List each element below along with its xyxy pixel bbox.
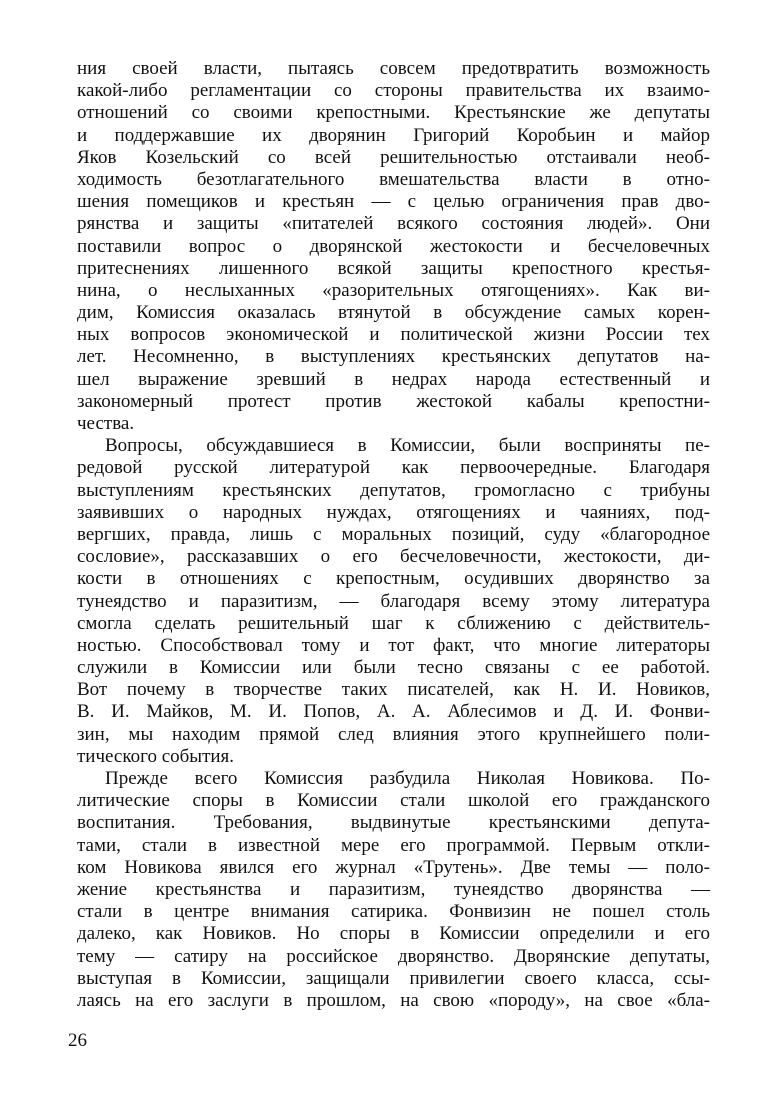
body-text (77, 58, 710, 1012)
text-line: лаясь на его заслуги в прошлом, на свою «породу», на свое «бла- (77, 989, 710, 1011)
text-line: зин, мы находим прямой след влияния этого крупнейшего поли- (77, 723, 710, 745)
paragraph-1 (77, 58, 710, 435)
text-line: тунеядство и паразитизм, — благодаря всему этому литература (77, 590, 710, 612)
text-line: притеснениях лишенного всякой защиты крепостного крестья- (77, 257, 710, 279)
text-line: тему — сатиру на российское дворянство. Дворянские депутаты, (77, 945, 710, 967)
text-line: выступая в Комиссии, защищали привилегии своего класса, ссы- (77, 967, 710, 989)
text-line: поставили вопрос о дворянской жестокости и бесчеловечных (77, 235, 710, 257)
text-line: ком Новикова явился его журнал «Трутень». Две темы — поло- (77, 856, 710, 878)
text-line: дим, Комиссия оказалась втянутой в обсуждение самых корен- (77, 302, 710, 324)
text-line: чества. (77, 413, 135, 434)
text-line: вергших, правда, лишь с моральных позиций, суду «благородное (77, 523, 710, 545)
text-line: Яков Козельский со всей решительностью отстаивали необ- (77, 146, 710, 168)
text-line: служили в Комиссии или были тесно связаны с ее работой. (77, 657, 710, 679)
text-line: кости в отношениях с крепостным, осудивших дворянство за (77, 568, 710, 590)
paragraph-2 (77, 435, 710, 768)
text-line: нина, о неслыханных «разорительных отягощениях». Как ви- (77, 279, 710, 301)
text-line: стали в центре внимания сатирика. Фонвизин не пошел столь (77, 901, 710, 923)
text-line: тами, стали в известной мере его программой. Первым откли- (77, 834, 710, 856)
text-line: ходимость безотлагательного вмешательства власти в отно- (77, 168, 710, 190)
text-line: В. И. Майков, М. И. Попов, А. А. Аблесимов и Д. И. Фонви- (77, 701, 710, 723)
text-line: заявивших о народных нуждах, отягощениях и чаяниях, под- (77, 501, 710, 523)
page-number: 26 (68, 1030, 87, 1051)
text-line: далеко, как Новиков. Но споры в Комиссии определили и его (77, 923, 710, 945)
text-line: лет. Несомненно, в выступлениях крестьянских депутатов на- (77, 346, 710, 368)
text-line: ностью. Способствовал тому и тот факт, что многие литераторы (77, 634, 710, 656)
text-line: ных вопросов экономической и политической жизни России тех (77, 324, 710, 346)
text-line: Прежде всего Комиссия разбудила Николая Новикова. По- (105, 768, 710, 789)
text-line: шел выражение зревший в недрах народа естественный и (77, 368, 710, 390)
text-line: выступлениям крестьянских депутатов, громогласно с трибуны (77, 479, 710, 501)
text-line: закономерный протест против жестокой кабалы крепостни- (77, 390, 710, 412)
text-line: и поддержавшие их дворянин Григорий Коробьин и майор (77, 124, 710, 146)
text-line: литические споры в Комиссии стали школой его гражданского (77, 790, 710, 812)
paragraph-3 (77, 768, 710, 1012)
text-line: тического события. (77, 745, 235, 767)
text-line: редовой русской литературой как первоочередные. Благодаря (77, 457, 710, 479)
text-line: какой-либо регламентации со стороны правительства их взаимо- (77, 80, 710, 102)
text-line: рянства и защиты «питателей всякого состояния людей». Они (77, 213, 710, 235)
text-line: жение крестьянства и паразитизм, тунеядство дворянства — (77, 878, 710, 900)
text-line: сословие», рассказавших о его бесчеловечности, жестокости, ди- (77, 546, 710, 568)
text-line: смогла сделать решительный шаг к сближению с действитель- (77, 612, 710, 634)
text-line: Вот почему в творчестве таких писателей, как Н. И. Новиков, (77, 679, 710, 701)
text-line: отношений со своими крепостными. Крестьянские же депутаты (77, 102, 710, 124)
text-line: воспитания. Требования, выдвинутые крестьянскими депута- (77, 812, 710, 834)
text-line: шения помещиков и крестьян — с целью ограничения прав дво- (77, 191, 710, 213)
text-line: Вопросы, обсуждавшиеся в Комиссии, были восприняты пе- (105, 435, 710, 457)
text-line: ния своей власти, пытаясь совсем предотвратить возможность (77, 58, 710, 79)
